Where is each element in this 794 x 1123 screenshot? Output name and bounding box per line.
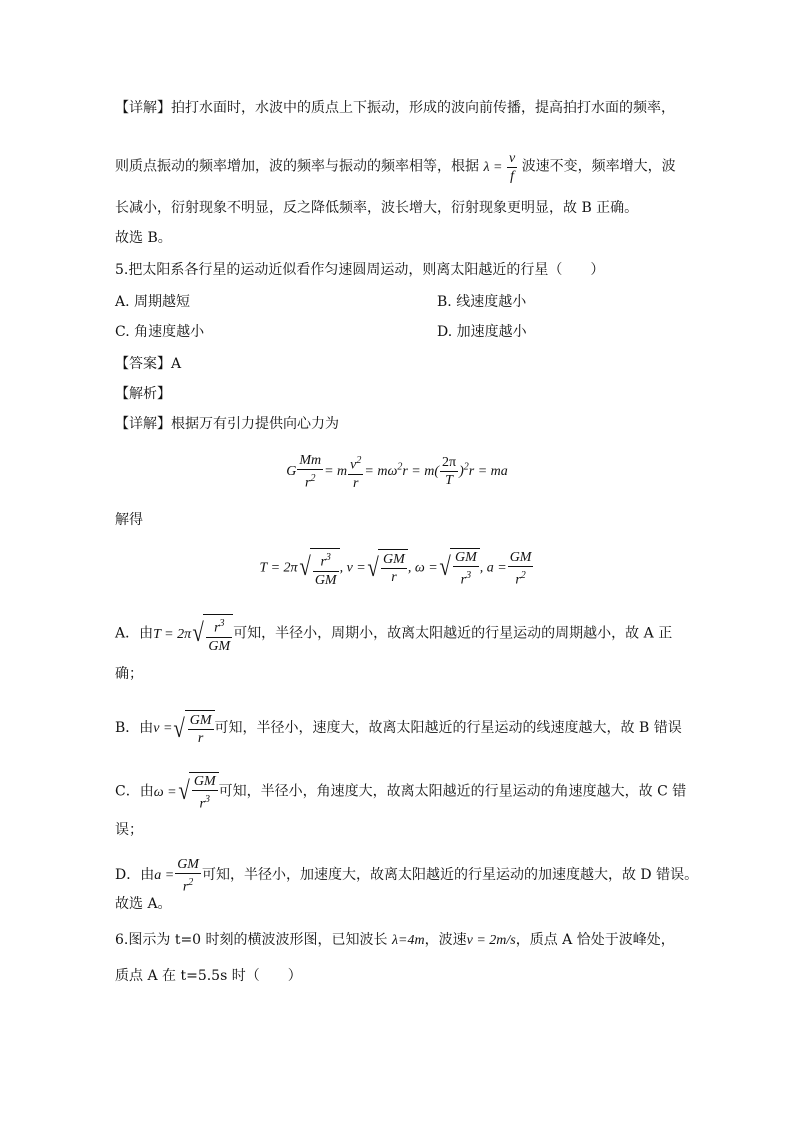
explain-a-text: 可知，半径小，周期小，故离太阳越近的行星运动的周期越小，故 A 正 bbox=[233, 625, 673, 642]
detail-conclusion: 故选 B。 bbox=[115, 230, 172, 246]
question-6-line-2: 质点 A 在 t=5.5s 时（ ） bbox=[115, 968, 302, 984]
option-c: C. 角速度越小 bbox=[115, 324, 205, 340]
detail-line-2-text-a: 则质点振动的频率增加，波的频率与振动的频率相等，根据 bbox=[115, 158, 479, 175]
solve-label: 解得 bbox=[115, 512, 143, 528]
explain-c-prefix: C．由 bbox=[115, 783, 154, 800]
detail-line-2-text-b: 波速不变，频率增大，波 bbox=[521, 158, 676, 175]
question-6-line-1 bbox=[115, 930, 675, 951]
q6-text-f: ，质点 A 恰处于波峰处， bbox=[515, 932, 675, 948]
explain-d-text: 可知，半径小，加速度大，故离太阳越近的行星运动的加速度越大，故 D 错误。 bbox=[201, 867, 699, 884]
results-equation: T = 2π √ $\frac{r^3}{GM}$ , v = √ $\frac{GM}{r}$ , ω = √ $\frac{GM}{r^3}$ , a = $\frac{GM}{r^2}$ bbox=[259, 549, 532, 588]
select-a: 故选 A。 bbox=[115, 896, 172, 912]
explain-a-cont: 确； bbox=[115, 666, 143, 682]
q6-text-d: ，波速 bbox=[424, 932, 467, 948]
q6-speed: v = 2m/s bbox=[466, 933, 516, 948]
detail-label: 【详解】根据万有引力提供向心力为 bbox=[115, 416, 339, 432]
analysis-label: 【解析】 bbox=[115, 386, 171, 402]
explain-b: B．由v = √ $\frac{GM}{r}$ 可知，半径小，速度大，故离太阳越近的行星运动的线速度越大，故 B 错误 bbox=[115, 710, 682, 748]
explain-a-prefix: A．由 bbox=[115, 625, 154, 642]
wavelength-formula: λ = $\frac{v}{f}$ bbox=[483, 151, 516, 184]
explain-d-prefix: D．由 bbox=[115, 867, 155, 884]
option-b: B. 线速度越小 bbox=[437, 294, 527, 310]
explain-d: D．由a = $\frac{GM}{r^2}$ 可知，半径小，加速度大，故离太阳越近的行星运动的加速度越大，故 D 错误。 bbox=[115, 857, 699, 895]
option-d: D. 加速度越小 bbox=[437, 324, 527, 340]
gravitation-equation: G $\frac{Mm}{r^2}$ = m $\frac{v^2}{r}$ = $m\omega^2r = m$( $\frac{2\pi}{T}$ )$^2$r = ma bbox=[286, 453, 508, 491]
detail-line-2 bbox=[115, 150, 676, 185]
detail-line-3: 长减小，衍射现象不明显，反之降低频率，波长增大，衍射现象更明显，故 B 正确。 bbox=[115, 200, 639, 216]
detail-line-1: 【详解】拍打水面时，水波中的质点上下振动，形成的波向前传播，提高拍打水面的频率， bbox=[115, 100, 675, 116]
explain-a: A．由T = 2π √ $\frac{r^3}{GM}$ 可知，半径小，周期小，故离太阳越近的行星运动的周期越小，故 A 正 bbox=[115, 614, 672, 655]
explain-c: C．由ω = √ $\frac{GM}{r^3}$ 可知，半径小，角速度大，故离太阳越近的行星运动的角速度越大，故 C 错 bbox=[115, 774, 687, 812]
explain-c-text: 可知，半径小，角速度大，故离太阳越近的行星运动的角速度越大，故 C 错 bbox=[218, 783, 687, 800]
option-a: A. 周期越短 bbox=[115, 294, 191, 310]
explain-c-cont: 误； bbox=[115, 822, 143, 838]
q6-wavelength: λ=4m bbox=[391, 933, 425, 948]
q6-text-a: 6.图示为 bbox=[115, 932, 171, 948]
q6-text-b: t=0 时刻的横波波形图，已知波长 bbox=[174, 932, 388, 948]
answer-label: 【答案】A bbox=[115, 356, 182, 372]
explain-b-text: 可知，半径小，速度大，故离太阳越近的行星运动的线速度越大，故 B 错误 bbox=[214, 720, 682, 737]
explain-b-prefix: B．由 bbox=[115, 720, 154, 737]
question-5-stem: 5.把太阳系各行星的运动近似看作匀速圆周运动，则离太阳越近的行星（ ） bbox=[115, 262, 605, 278]
